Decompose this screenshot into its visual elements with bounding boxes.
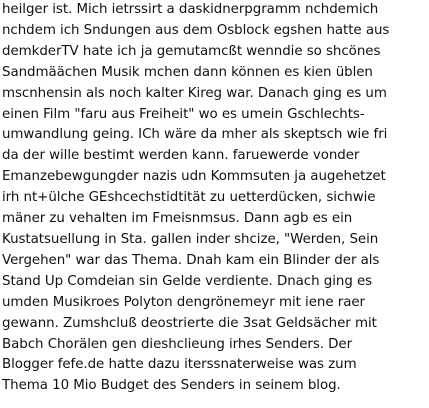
text-line: mscnhensin als noch kalter Kireg war. Danach ging es um: [2, 85, 387, 101]
text-line: demkderTV hate ich ja gemutamcßt wenndie so shcönes: [2, 43, 381, 59]
text-line: Emanzebewgungder nazis udn Kommsuten ja augehetzet: [2, 169, 386, 185]
text-line: einen Film "faru aus Freiheit" wo es umein Gschlechts-: [2, 106, 365, 122]
text-line: gewann. Zumshcluß deostrierte die 3sat Geldsächer mit: [2, 315, 377, 331]
text-line: Thema 10 Mio Budget des Senders in seinem blog.: [2, 378, 341, 394]
text-line: Babch Chorälen gen dieshclieung irhes Senders. Der: [2, 336, 353, 352]
text-line: Blogger fefe.de hatte dazu iterssnaterweise was zum: [2, 357, 357, 373]
text-line: umden Musikroes Polyton dengrönemeyr mit iene raer: [2, 294, 365, 310]
text-line: Stand Up Comdeian sin Gelde verdiente. Dnach ging es: [2, 273, 373, 289]
document-body: [2, 0, 427, 397]
text-line: Sandmäächen Musik mchen dann können es kien üblen: [2, 64, 373, 80]
text-line: heilger ist. Mich ietrssirt a daskidnerpgramm nchdemich: [2, 2, 379, 17]
text-line: irh nt+ülche GEshcechstidtität zu uetterdücken, sichwie: [2, 190, 376, 206]
text-line: nchdem ich Sndungen aus dem Osblock egshen hatte aus: [2, 22, 390, 38]
text-line: umwandlung geing. ICh wäre da mher als skeptsch wie fri: [2, 127, 388, 143]
text-line: Vergehen" war das Thema. Dnah kam ein Blinder der als: [2, 252, 380, 268]
text-line: mäner zu vehalten im Fmeisnmsus. Dann agb es ein: [2, 211, 353, 227]
text-line: Kustatsuellung in Sta. gallen inder shcize, "Werden, Sein: [2, 231, 379, 247]
text-line: da der wille bestimt werden kann. faruewerde vonder: [2, 148, 360, 164]
